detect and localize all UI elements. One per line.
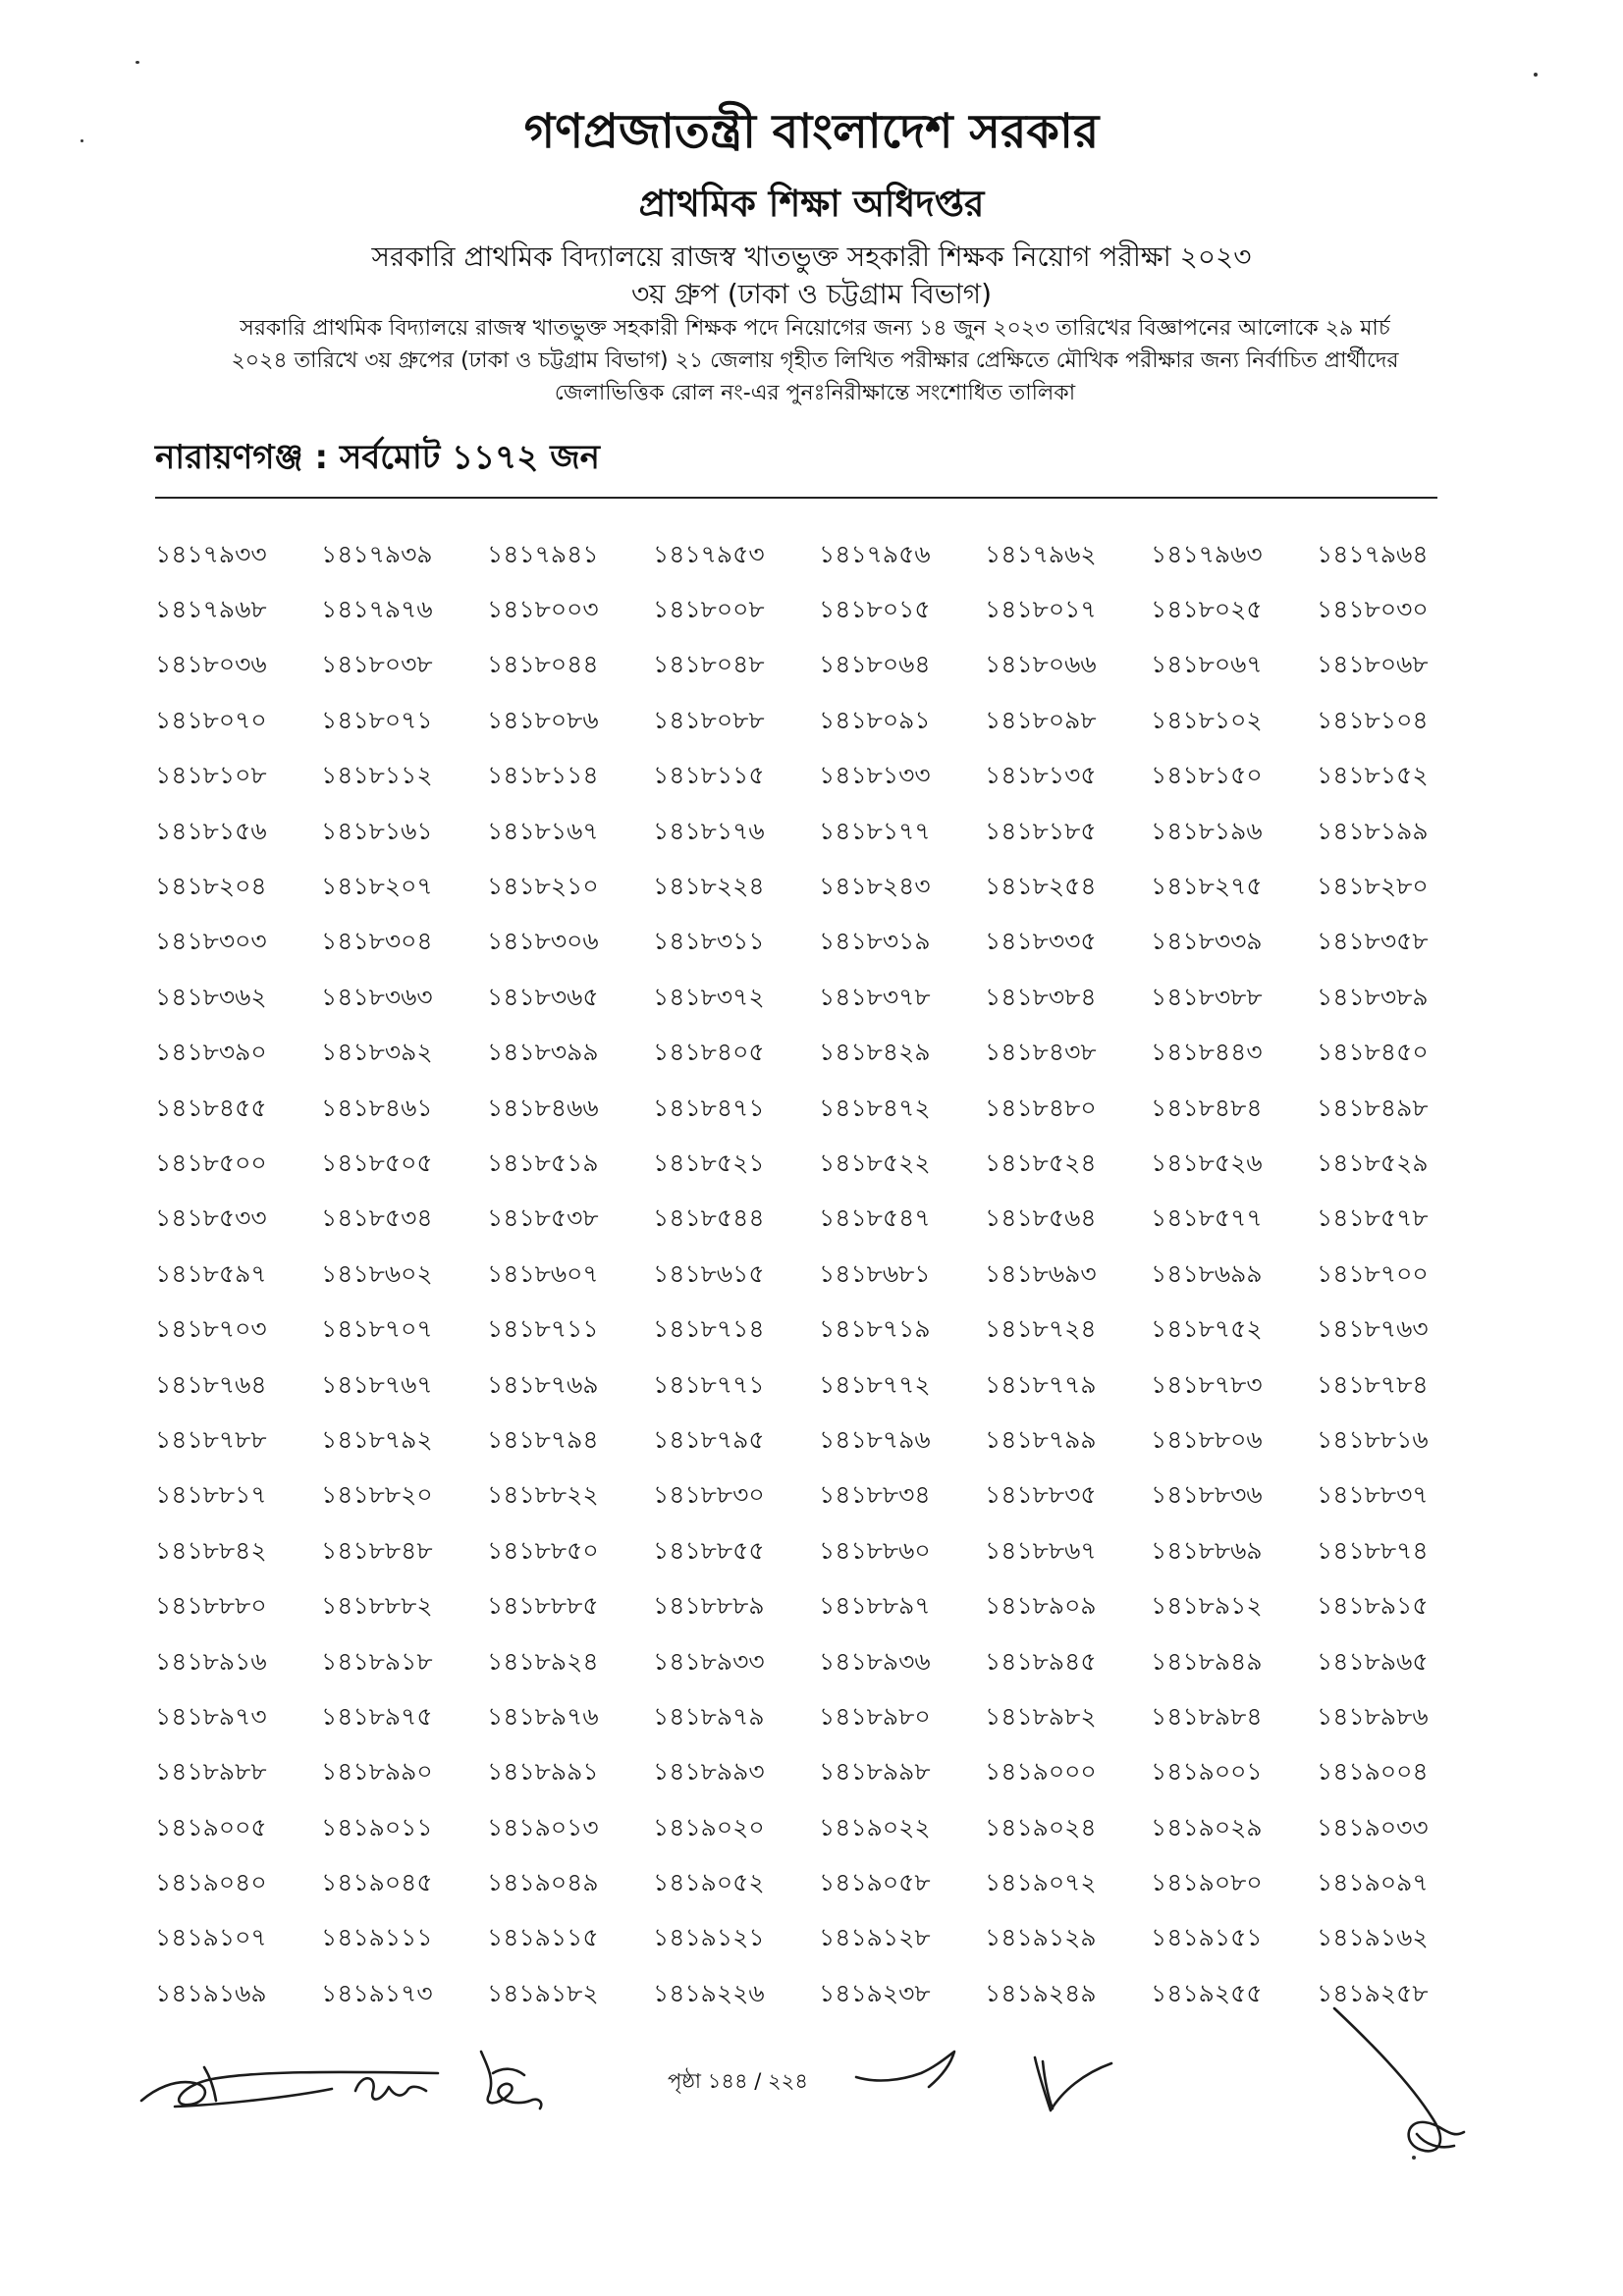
roll-row <box>155 694 1483 749</box>
signature-3 <box>469 2046 548 2116</box>
roll-number: ১৪১৮৭৮৪ <box>1317 1369 1429 1399</box>
roll-number: ১৪১৯০২৪ <box>985 1812 1097 1842</box>
roll-number: ১৪১৮৮৩৭ <box>1317 1480 1429 1510</box>
roll-number: ১৪১৮৯৪৫ <box>985 1646 1097 1676</box>
roll-number: ১৪১৮৮৭৪ <box>1317 1535 1429 1565</box>
roll-number: ১৪১৮১৫২ <box>1317 761 1429 790</box>
roll-number: ১৪১৯০০১ <box>1151 1757 1263 1787</box>
roll-number: ১৪১৮২৫৪ <box>985 872 1097 901</box>
roll-number: ১৪১৯০৪০ <box>155 1868 267 1897</box>
roll-number: ১৪১৮৫৩৮ <box>487 1203 599 1233</box>
roll-number: ১৪১৮২০৭ <box>321 872 433 901</box>
roll-number: ১৪১৮৬০২ <box>321 1258 433 1288</box>
roll-number: ১৪১৮১৩৫ <box>985 761 1097 790</box>
roll-number: ১৪১৮৭৮৮ <box>155 1424 267 1454</box>
roll-number: ১৪১৮৫১৯ <box>487 1148 599 1177</box>
roll-number: ১৪১৮৮৬০ <box>819 1535 931 1565</box>
roll-number: ১৪১৯০৭২ <box>985 1868 1097 1897</box>
notice-description <box>147 312 1483 409</box>
roll-number: ১৪১৮০১৫ <box>819 595 931 624</box>
department-title: প্রাথমিক শিক্ষা অধিদপ্তর <box>638 183 985 225</box>
roll-number: ১৪১৮৫০০ <box>155 1148 267 1177</box>
roll-number: ১৪১৮৭১৪ <box>653 1314 765 1344</box>
roll-number: ১৪১৮৮৩৪ <box>819 1480 931 1510</box>
roll-number: ১৪১৭৯৬২ <box>985 539 1097 568</box>
roll-number: ১৪১৮৩৭২ <box>653 982 765 1011</box>
roll-number: ১৪১৮৭০৩ <box>155 1314 267 1344</box>
roll-number: ১৪১৯০১৩ <box>487 1812 599 1842</box>
roll-number: ১৪১৮৯৮৮ <box>155 1757 267 1787</box>
roll-number: ১৪১৮৫৭৮ <box>1317 1203 1429 1233</box>
roll-number: ১৪১৯০২৯ <box>1151 1812 1263 1842</box>
roll-number: ১৪১৮৫৪৪ <box>653 1203 765 1233</box>
roll-number: ১৪১৮৭৬৭ <box>321 1369 433 1399</box>
roll-number: ১৪১৮৫০৫ <box>321 1148 433 1177</box>
roll-number: ১৪১৮৭৭৯ <box>985 1369 1097 1399</box>
roll-number: ১৪১৮৯৭৩ <box>155 1701 267 1731</box>
roll-row <box>155 1746 1483 1801</box>
roll-number: ১৪১৮১৭৭ <box>819 816 931 845</box>
roll-number: ১৪১৮০৪৮ <box>653 650 765 679</box>
roll-row <box>155 860 1483 915</box>
scan-speck <box>1412 2156 1416 2160</box>
roll-number: ১৪১৮৯৯০ <box>321 1757 433 1787</box>
roll-number: ১৪১৮৪২৯ <box>819 1038 931 1067</box>
roll-number: ১৪১৮০০৮ <box>653 595 765 624</box>
roll-number: ১৪১৮৩৯০ <box>155 1038 267 1067</box>
roll-number: ১৪১৭৯৭৬ <box>321 595 433 624</box>
roll-number: ১৪১৮০৯৮ <box>985 705 1097 734</box>
roll-number: ১৪১৯০১১ <box>321 1812 433 1842</box>
roll-number: ১৪১৮৪৫০ <box>1317 1038 1429 1067</box>
roll-number: ১৪১৮৪৮০ <box>985 1093 1097 1122</box>
roll-number: ১৪১৮৭৮৩ <box>1151 1369 1263 1399</box>
roll-number: ১৪১৭৯৬৩ <box>1151 539 1263 568</box>
roll-number: ১৪১৭৯৩৩ <box>155 539 267 568</box>
roll-number: ১৪১৮৮০৬ <box>1151 1424 1263 1454</box>
roll-number: ১৪১৮০২৫ <box>1151 595 1263 624</box>
roll-number: ১৪১৮৫৩৩ <box>155 1203 267 1233</box>
roll-number: ১৪১৮৭৯২ <box>321 1424 433 1454</box>
roll-row <box>155 1912 1483 1967</box>
roll-row <box>155 1690 1483 1745</box>
roll-number: ১৪১৮৮২২ <box>487 1480 599 1510</box>
roll-number: ১৪১৮৪৬১ <box>321 1093 433 1122</box>
exam-title: সরকারি প্রাথমিক বিদ্যালয়ে রাজস্ব খাতভুক্ত সহকারী শিক্ষক নিয়োগ পরীক্ষা ২০২৩ <box>371 240 1252 273</box>
roll-number: ১৪১৮৯৪৯ <box>1151 1646 1263 1676</box>
roll-number: ১৪১৯১০৭ <box>155 1923 267 1952</box>
roll-number: ১৪১৮১৫০ <box>1151 761 1263 790</box>
roll-number: ১৪১৮০৭১ <box>321 705 433 734</box>
roll-number: ১৪১৮০১৭ <box>985 595 1097 624</box>
roll-number: ১৪১৮৯৮৪ <box>1151 1701 1263 1731</box>
roll-number: ১৪১৯২২৬ <box>653 1978 765 2007</box>
roll-number: ১৪১৮৫৩৪ <box>321 1203 433 1233</box>
roll-number: ১৪১৮৫৪৭ <box>819 1203 931 1233</box>
roll-row <box>155 1359 1483 1414</box>
roll-number: ১৪১৮৯৭৬ <box>487 1701 599 1731</box>
roll-number: ১৪১৮৯৩৬ <box>819 1646 931 1676</box>
roll-number: ১৪১৮১১৫ <box>653 761 765 790</box>
roll-number: ১৪১৮১৭৬ <box>653 816 765 845</box>
roll-number: ১৪১৯১২৮ <box>819 1923 931 1952</box>
roll-number: ১৪১৮৯২৪ <box>487 1646 599 1676</box>
roll-number: ১৪১৮৩৭৮ <box>819 982 931 1011</box>
roll-row <box>155 1801 1483 1856</box>
roll-number: ১৪১৮৮৮৫ <box>487 1591 599 1621</box>
roll-number: ১৪১৮০৬৪ <box>819 650 931 679</box>
roll-number: ১৪১৯০৮০ <box>1151 1868 1263 1897</box>
roll-number: ১৪১৯১২৯ <box>985 1923 1097 1952</box>
roll-number: ১৪১৯১১৫ <box>487 1923 599 1952</box>
roll-number: ১৪১৮৯০৯ <box>985 1591 1097 1621</box>
roll-row <box>155 1082 1483 1137</box>
roll-number: ১৪১৮৭৯৪ <box>487 1424 599 1454</box>
roll-number: ১৪১৮১১৪ <box>487 761 599 790</box>
roll-number: ১৪১৮৮২০ <box>321 1480 433 1510</box>
roll-number: ১৪১৮৮৫০ <box>487 1535 599 1565</box>
roll-number: ১৪১৮১৯৬ <box>1151 816 1263 845</box>
roll-number: ১৪১৮৭০০ <box>1317 1258 1429 1288</box>
roll-number: ১৪১৮৯১২ <box>1151 1591 1263 1621</box>
roll-number-table <box>155 528 1483 2023</box>
roll-number: ১৪১৮২২৪ <box>653 872 765 901</box>
group-title: ৩য় গ্রুপ (ঢাকা ও চট্টগ্রাম বিভাগ) <box>630 278 993 310</box>
roll-number: ১৪১৯০০০ <box>985 1757 1097 1787</box>
roll-number: ১৪১৮৪০৫ <box>653 1038 765 1067</box>
roll-number: ১৪১৮০৭০ <box>155 705 267 734</box>
roll-row <box>155 750 1483 805</box>
roll-row <box>155 916 1483 971</box>
roll-number: ১৪১৮৬৯৯ <box>1151 1258 1263 1288</box>
section-divider <box>155 497 1437 499</box>
roll-number: ১৪১৭৯৫৩ <box>653 539 765 568</box>
roll-number: ১৪১৮৩৩৯ <box>1151 927 1263 956</box>
roll-number: ১৪১৮৮৫৫ <box>653 1535 765 1565</box>
roll-number: ১৪১৮২১০ <box>487 872 599 901</box>
roll-number: ১৪১৯১৬৯ <box>155 1978 267 2007</box>
roll-number: ১৪১৮৬০৭ <box>487 1258 599 1288</box>
roll-number: ১৪১৮৭৫২ <box>1151 1314 1263 1344</box>
roll-number: ১৪১৮১০২ <box>1151 705 1263 734</box>
roll-number: ১৪১৮৪৬৬ <box>487 1093 599 1122</box>
roll-number: ১৪১৯০৩৩ <box>1317 1812 1429 1842</box>
roll-number: ১৪১৮৬১৫ <box>653 1258 765 1288</box>
roll-number: ১৪১৯১৫১ <box>1151 1923 1263 1952</box>
roll-number: ১৪১৭৯৬৮ <box>155 595 267 624</box>
roll-number: ১৪১৮৭৬৩ <box>1317 1314 1429 1344</box>
roll-number: ১৪১৮২০৪ <box>155 872 267 901</box>
roll-row <box>155 1414 1483 1468</box>
roll-number: ১৪১৮৬৯৩ <box>985 1258 1097 1288</box>
roll-number: ১৪১৮০৮৮ <box>653 705 765 734</box>
scan-speck <box>135 61 139 64</box>
roll-number: ১৪১৮৩৯৯ <box>487 1038 599 1067</box>
roll-number: ১৪১৮৮৩৬ <box>1151 1480 1263 1510</box>
roll-number: ১৪১৭৯৫৬ <box>819 539 931 568</box>
roll-number: ১৪১৮৮১৬ <box>1317 1424 1429 1454</box>
roll-number: ১৪১৮৪৭১ <box>653 1093 765 1122</box>
roll-number: ১৪১৮৮৯৭ <box>819 1591 931 1621</box>
roll-number: ১৪১৮০৬৮ <box>1317 650 1429 679</box>
roll-number: ১৪১৮৯৭৯ <box>653 1701 765 1731</box>
roll-number: ১৪১৮১৬১ <box>321 816 433 845</box>
roll-number: ১৪১৮৪৩৮ <box>985 1038 1097 1067</box>
roll-number: ১৪১৮৯১৬ <box>155 1646 267 1676</box>
roll-number: ১৪১৯১৬২ <box>1317 1923 1429 1952</box>
roll-number: ১৪১৮৯৩৩ <box>653 1646 765 1676</box>
roll-number: ১৪১৮৩৬২ <box>155 982 267 1011</box>
roll-row <box>155 1856 1483 1911</box>
signature-6 <box>1330 2002 1468 2169</box>
roll-number: ১৪১৭৯৬৪ <box>1317 539 1429 568</box>
roll-number: ১৪১৯১৮২ <box>487 1978 599 2007</box>
roll-number: ১৪১৯০২০ <box>653 1812 765 1842</box>
roll-number: ১৪১৯০২২ <box>819 1812 931 1842</box>
roll-number: ১৪১৮০৪৪ <box>487 650 599 679</box>
roll-number: ১৪১৮৩৬৩ <box>321 982 433 1011</box>
roll-number: ১৪১৮৬৮১ <box>819 1258 931 1288</box>
roll-number: ১৪১৮৩০৪ <box>321 927 433 956</box>
roll-number: ১৪১৮৩৯২ <box>321 1038 433 1067</box>
roll-number: ১৪১৮৮৪৮ <box>321 1535 433 1565</box>
roll-number: ১৪১৮৫৯৭ <box>155 1258 267 1288</box>
page-number: পৃষ্ঠা ১৪৪ / ২২৪ <box>668 2069 808 2093</box>
roll-number: ১৪১৮৫২৬ <box>1151 1148 1263 1177</box>
roll-number: ১৪১৯০৫৮ <box>819 1868 931 1897</box>
roll-number: ১৪১৮৩৮৪ <box>985 982 1097 1011</box>
roll-number: ১৪১৮০৩৮ <box>321 650 433 679</box>
roll-row <box>155 1524 1483 1579</box>
roll-number: ১৪১৮০৬৭ <box>1151 650 1263 679</box>
roll-row <box>155 971 1483 1026</box>
roll-number: ১৪১৮০৬৬ <box>985 650 1097 679</box>
roll-number: ১৪১৯১৭৩ <box>321 1978 433 2007</box>
roll-number: ১৪১৮৯৯১ <box>487 1757 599 1787</box>
roll-number: ১৪১৮০০৩ <box>487 595 599 624</box>
roll-number: ১৪১৮৮৩০ <box>653 1480 765 1510</box>
roll-number: ১৪১৮৪৮৪ <box>1151 1093 1263 1122</box>
roll-number: ১৪১৯২৪৯ <box>985 1978 1097 2007</box>
roll-number: ১৪১৮৪৯৮ <box>1317 1093 1429 1122</box>
roll-row <box>155 1635 1483 1690</box>
roll-number: ১৪১৮৮৮২ <box>321 1591 433 1621</box>
roll-number: ১৪১৮৭৬৪ <box>155 1369 267 1399</box>
roll-number: ১৪১৮৯৮০ <box>819 1701 931 1731</box>
roll-number: ১৪১৮৩১৯ <box>819 927 931 956</box>
roll-number: ১৪১৮৭৯৬ <box>819 1424 931 1454</box>
description-line: ২০২৪ তারিখে ৩য় গ্রুপের (ঢাকা ও চট্টগ্রাম বিভাগ) ২১ জেলায় গৃহীত লিখিত পরীক্ষার প্রেক্ষিতে মৌখিক পরীক্ষার জন্য নির্বাচিত প্রার্থীদের <box>231 348 1399 373</box>
roll-number: ১৪১৮৭১৯ <box>819 1314 931 1344</box>
roll-number: ১৪১৮৯৮২ <box>985 1701 1097 1731</box>
roll-number: ১৪১৮১৩৩ <box>819 761 931 790</box>
roll-number: ১৪১৯০০৪ <box>1317 1757 1429 1787</box>
signature-2 <box>352 2067 430 2110</box>
roll-number: ১৪১৯০৪৫ <box>321 1868 433 1897</box>
roll-number: ১৪১৮০৯১ <box>819 705 931 734</box>
roll-number: ১৪১৮৩০৬ <box>487 927 599 956</box>
roll-number: ১৪১৯২৩৮ <box>819 1978 931 2007</box>
roll-number: ১৪১৮১৬৭ <box>487 816 599 845</box>
roll-number: ১৪১৮৩৫৮ <box>1317 927 1429 956</box>
description-line: সরকারি প্রাথমিক বিদ্যালয়ে রাজস্ব খাতভুক্ত সহকারী শিক্ষক পদে নিয়োগের জন্য ১৪ জুন ২০২৩ তারিখের বিজ্ঞাপনের আলোকে ২৯ মার্চ <box>240 316 1390 341</box>
roll-number: ১৪১৯২৫৮ <box>1317 1978 1429 2007</box>
roll-number: ১৪১৮৭৯৫ <box>653 1424 765 1454</box>
district-section-title: নারায়ণগঞ্জ : সর্বমোট ১১৭২ জন <box>155 438 600 477</box>
roll-number: ১৪১৮০৮৬ <box>487 705 599 734</box>
roll-number: ১৪১৮০৩০ <box>1317 595 1429 624</box>
roll-number: ১৪১৮৮১৭ <box>155 1480 267 1510</box>
roll-number: ১৪১৮৭৭২ <box>819 1369 931 1399</box>
roll-number: ১৪১৮৭৯৯ <box>985 1424 1097 1454</box>
roll-number: ১৪১৮৮৬৯ <box>1151 1535 1263 1565</box>
roll-number: ১৪১৮৪৪৩ <box>1151 1038 1263 1067</box>
roll-number: ১৪১৮৫২১ <box>653 1148 765 1177</box>
roll-number: ১৪১৮৭৭১ <box>653 1369 765 1399</box>
roll-number: ১৪১৮৮৮০ <box>155 1591 267 1621</box>
roll-number: ১৪১৮৫২৯ <box>1317 1148 1429 1177</box>
roll-row <box>155 639 1483 694</box>
roll-number: ১৪১৮৮৮৯ <box>653 1591 765 1621</box>
roll-number: ১৪১৯১১১ <box>321 1923 433 1952</box>
roll-number: ১৪১৮১১২ <box>321 761 433 790</box>
roll-number: ১৪১৯১২১ <box>653 1923 765 1952</box>
roll-number: ১৪১৮১৮৫ <box>985 816 1097 845</box>
roll-row <box>155 528 1483 583</box>
roll-number: ১৪১৯০০৫ <box>155 1812 267 1842</box>
roll-number: ১৪১৭৯৪১ <box>487 539 599 568</box>
roll-row <box>155 1967 1483 2022</box>
signature-4 <box>852 2048 960 2093</box>
roll-number: ১৪১৮৯৬৫ <box>1317 1646 1429 1676</box>
roll-number: ১৪১৮৫৬৪ <box>985 1203 1097 1233</box>
roll-number: ১৪১৯২৫৫ <box>1151 1978 1263 2007</box>
roll-number: ১৪১৯০৯৭ <box>1317 1868 1429 1897</box>
roll-number: ১৪১৮৫৭৭ <box>1151 1203 1263 1233</box>
signature-5 <box>1029 2052 1117 2116</box>
roll-row <box>155 1303 1483 1358</box>
roll-number: ১৪১৮৩০৩ <box>155 927 267 956</box>
roll-row <box>155 1248 1483 1303</box>
roll-number: ১৪১৮১৯৯ <box>1317 816 1429 845</box>
roll-row <box>155 1579 1483 1634</box>
government-title: গণপ্রজাতন্ত্রী বাংলাদেশ সরকার <box>523 104 1100 159</box>
roll-number: ১৪১৮৯৭৫ <box>321 1701 433 1731</box>
roll-number: ১৪১৮৭২৪ <box>985 1314 1097 1344</box>
roll-row <box>155 1469 1483 1524</box>
roll-number: ১৪১৮৭১১ <box>487 1314 599 1344</box>
roll-number: ১৪১৮৮৪২ <box>155 1535 267 1565</box>
roll-number: ১৪১৮৩৬৫ <box>487 982 599 1011</box>
roll-number: ১৪১৯০৫২ <box>653 1868 765 1897</box>
roll-number: ১৪১৮৮৬৭ <box>985 1535 1097 1565</box>
roll-number: ১৪১৮২৭৫ <box>1151 872 1263 901</box>
roll-number: ১৪১৮০৩৬ <box>155 650 267 679</box>
roll-number: ১৪১৮৭০৭ <box>321 1314 433 1344</box>
roll-number: ১৪১৮৪৭২ <box>819 1093 931 1122</box>
roll-number: ১৪১৮৪৫৫ <box>155 1093 267 1122</box>
roll-number: ১৪১৮২৪৩ <box>819 872 931 901</box>
roll-number: ১৪১৮৩৩৫ <box>985 927 1097 956</box>
description-line: জেলাভিত্তিক রোল নং-এর পুনঃনিরীক্ষান্তে সংশোধিত তালিকা <box>554 381 1076 405</box>
roll-row <box>155 1193 1483 1248</box>
roll-number: ১৪১৮১০৪ <box>1317 705 1429 734</box>
roll-number: ১৪১৮৩৮৮ <box>1151 982 1263 1011</box>
roll-row <box>155 583 1483 638</box>
roll-number: ১৪১৮৯৯৮ <box>819 1757 931 1787</box>
roll-number: ১৪১৮৫২৪ <box>985 1148 1097 1177</box>
roll-row <box>155 1027 1483 1082</box>
roll-number: ১৪১৮৭৬৯ <box>487 1369 599 1399</box>
roll-number: ১৪১৮৯১৫ <box>1317 1591 1429 1621</box>
roll-number: ১৪১৮৯৯৩ <box>653 1757 765 1787</box>
roll-number: ১৪১৮৩৮৯ <box>1317 982 1429 1011</box>
roll-number: ১৪১৮৯৮৬ <box>1317 1701 1429 1731</box>
roll-number: ১৪১৮৩১১ <box>653 927 765 956</box>
roll-number: ১৪১৯০৪৯ <box>487 1868 599 1897</box>
scan-speck <box>1534 73 1538 77</box>
roll-number: ১৪১৭৯৩৯ <box>321 539 433 568</box>
roll-number: ১৪১৮৮৩৫ <box>985 1480 1097 1510</box>
roll-number: ১৪১৮৫২২ <box>819 1148 931 1177</box>
roll-number: ১৪১৮১৫৬ <box>155 816 267 845</box>
roll-number: ১৪১৮৯১৮ <box>321 1646 433 1676</box>
roll-number: ১৪১৮২৮০ <box>1317 872 1429 901</box>
roll-row <box>155 805 1483 860</box>
roll-number: ১৪১৮১০৮ <box>155 761 267 790</box>
roll-row <box>155 1137 1483 1192</box>
